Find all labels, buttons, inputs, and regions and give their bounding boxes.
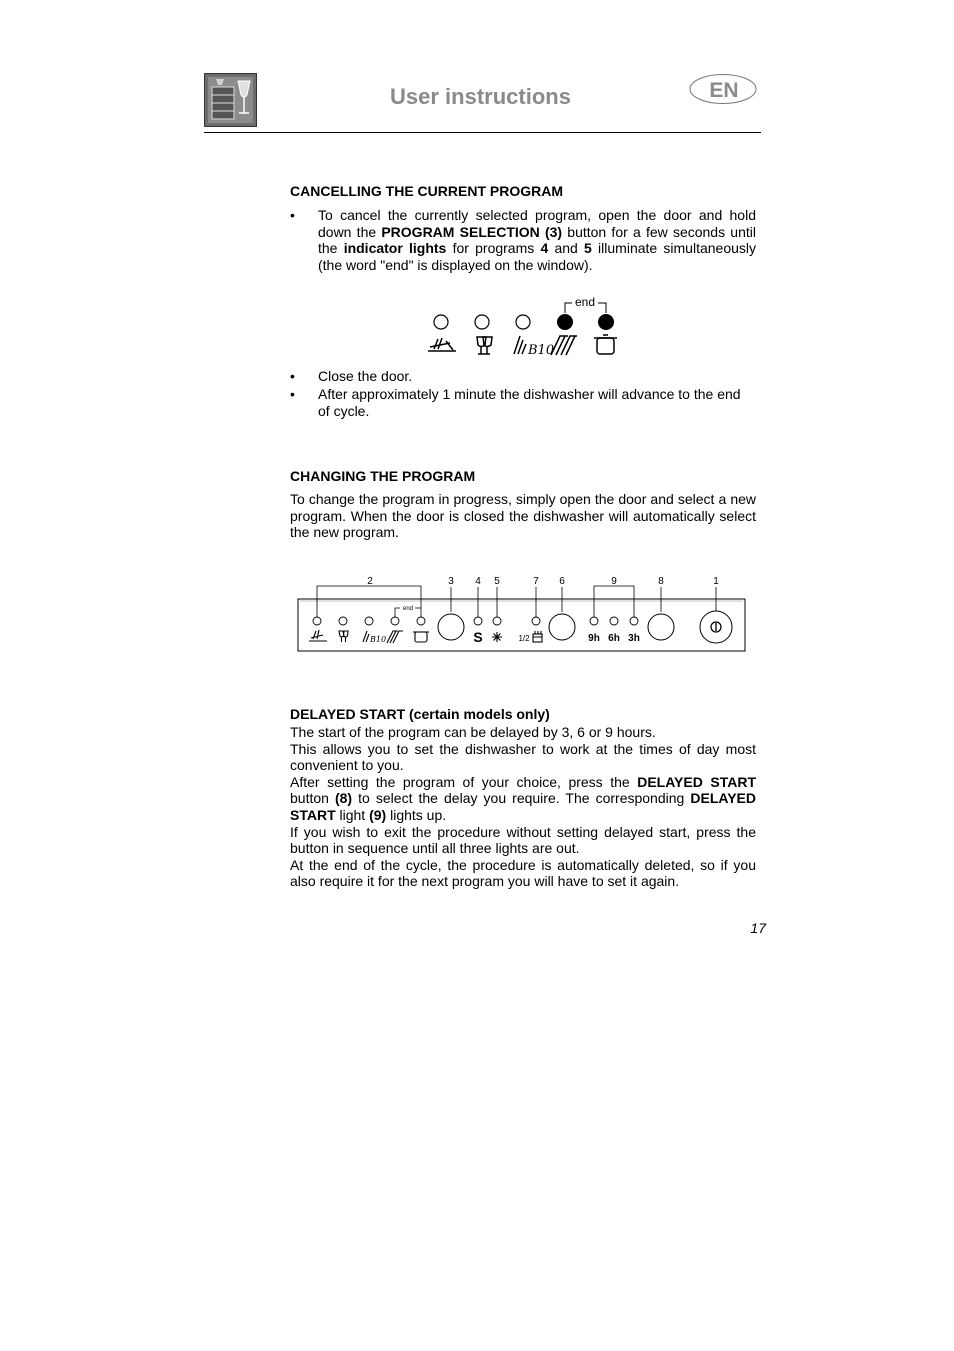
program-light-4 xyxy=(391,617,399,625)
change-paragraph: To change the program in progress, simply open the door and select a new program. When the door is closed the dishwasher will automatically select the new program. xyxy=(290,491,756,541)
bullet-dot: • xyxy=(290,207,295,223)
language-code: EN xyxy=(709,79,739,102)
text-run: PROGRAM SELECTION (3) xyxy=(381,223,563,240)
bullet-dot: • xyxy=(290,368,295,384)
cancel-bullet-3-text: After approximately 1 minute the dishwasher will advance to the end of cycle. xyxy=(318,386,741,419)
text-run: (8) xyxy=(334,790,353,807)
panel-label-4: 4 xyxy=(475,576,481,587)
text-run: light xyxy=(335,806,370,823)
text-run: lights up. xyxy=(386,806,447,823)
cancel-bullet-2 xyxy=(290,368,756,385)
header-divider xyxy=(204,132,761,133)
panel-label-5: 5 xyxy=(494,576,500,587)
indicator-light-2 xyxy=(475,315,489,329)
panel-label-7: 7 xyxy=(533,576,539,587)
cancel-bullet-3 xyxy=(290,386,756,420)
delayed-text xyxy=(290,724,756,890)
text-run: indicator lights xyxy=(343,240,447,257)
text-run: button xyxy=(290,790,335,807)
delay-light-3h xyxy=(630,617,638,625)
delay-label-6h: 6h xyxy=(608,633,620,644)
panel-label-3: 3 xyxy=(448,576,454,587)
delayed-paragraph-2: This allows you to set the dishwasher to work at the times of day most convenient to you. xyxy=(290,740,756,774)
text-run: DELAYED START xyxy=(290,790,756,823)
bio-label: B10 xyxy=(370,635,387,644)
cancel-bullet-1 xyxy=(290,207,756,275)
program-selection-button[interactable] xyxy=(438,614,464,640)
cancel-section-title: CANCELLING THE CURRENT PROGRAM xyxy=(290,183,563,199)
text-run: and xyxy=(548,240,585,257)
panel-end-label: end xyxy=(402,606,414,612)
change-section-title: CHANGING THE PROGRAM xyxy=(290,468,476,484)
text-run: 5 xyxy=(584,240,592,257)
indicator-light-1 xyxy=(434,315,448,329)
delayed-paragraph-4: If you wish to exit the procedure without setting delayed start, press the button in sequence until all three lights are out. xyxy=(290,823,756,857)
indicator-lights-diagram xyxy=(420,292,630,362)
language-badge xyxy=(689,73,757,105)
indicator-light-4-on xyxy=(557,314,573,330)
indicator-light-3 xyxy=(516,315,530,329)
half-load-button[interactable] xyxy=(549,614,575,640)
text-run: To cancel the currently selected program, open the door and hold down the xyxy=(318,207,756,240)
half-load-light xyxy=(532,617,540,625)
bio-program-icon xyxy=(514,336,526,354)
panel-label-9: 9 xyxy=(611,576,617,587)
delay-label-9h: 9h xyxy=(588,633,600,644)
glasses-icon xyxy=(477,337,492,354)
text-run: for programs xyxy=(446,240,541,257)
delayed-paragraph-3 xyxy=(290,774,756,824)
program-light-3 xyxy=(365,617,373,625)
page-title: User instructions xyxy=(390,84,571,109)
text-run: to select the delay you require. The corresponding xyxy=(352,790,691,807)
half-load-label: 1/2 xyxy=(518,634,530,643)
salt-icon: S xyxy=(473,629,483,645)
panel-label-1: 1 xyxy=(713,576,719,587)
rinse-aid-indicator-light xyxy=(493,617,501,625)
delay-light-6h xyxy=(610,617,618,625)
cancel-bullet-1-text xyxy=(318,207,756,273)
program-light-1 xyxy=(313,617,321,625)
text-run: 4 xyxy=(540,240,549,257)
soak-icon xyxy=(594,335,617,354)
text-run: (9) xyxy=(369,806,387,823)
panel-label-8: 8 xyxy=(658,576,664,587)
quick-wash-icon xyxy=(551,336,577,355)
program-light-5 xyxy=(417,617,425,625)
text-run: DELAYED START xyxy=(637,773,756,790)
delayed-paragraph-1: The start of the program can be delayed by 3, 6 or 9 hours. xyxy=(290,724,656,740)
dishwasher-logo-icon xyxy=(204,73,257,127)
panel-label-6: 6 xyxy=(559,576,565,587)
text-run: illuminate simultaneously (the word "end" is displayed on the window). xyxy=(318,240,757,273)
delayed-paragraph-5: At the end of the cycle, the procedure is automatically deleted, so if you also require it for the next program you will have to set it again. xyxy=(290,856,756,890)
delayed-section-title: DELAYED START (certain models only) xyxy=(290,706,550,722)
language-badge-shape xyxy=(689,73,757,105)
delay-light-9h xyxy=(590,617,598,625)
bullet-dot: • xyxy=(290,386,295,402)
control-panel-diagram xyxy=(290,570,750,656)
panel-label-2: 2 xyxy=(367,576,373,587)
end-label: end xyxy=(574,295,596,309)
text-run: button for a few seconds until the xyxy=(318,223,756,257)
salt-indicator-light xyxy=(474,617,482,625)
text-run: After setting the program of your choice, press the xyxy=(290,773,638,790)
cancel-bullet-2-text: Close the door. xyxy=(318,368,413,384)
delay-label-3h: 3h xyxy=(628,633,640,644)
bio-label: B10 xyxy=(528,343,555,358)
pot-pan-icon xyxy=(428,338,456,351)
rinse-aid-icon xyxy=(492,632,502,642)
delayed-start-button[interactable] xyxy=(648,614,674,640)
page-number: 17 xyxy=(750,920,766,936)
indicator-light-5-on xyxy=(598,314,614,330)
program-light-2 xyxy=(339,617,347,625)
